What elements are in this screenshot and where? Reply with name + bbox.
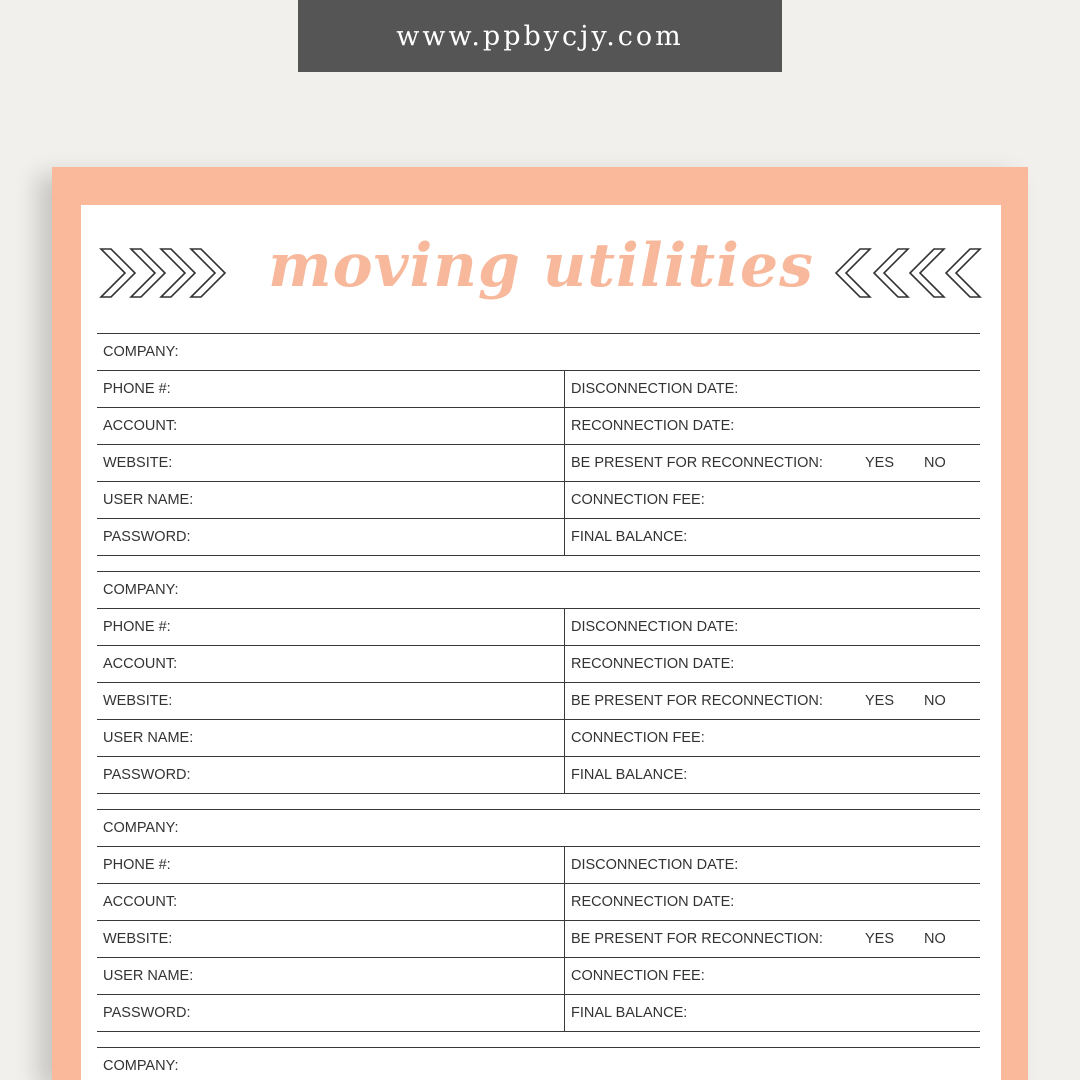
user-name-field[interactable] [97, 958, 565, 994]
be-present-field [565, 683, 980, 719]
final-balance-label: FINAL BALANCE: [571, 767, 688, 783]
final-balance-label: FINAL BALANCE: [571, 1005, 688, 1021]
account-row [97, 646, 980, 683]
user-name-row [97, 958, 980, 995]
password-label: PASSWORD: [103, 529, 191, 545]
no-option[interactable]: NO [924, 931, 946, 947]
password-label: PASSWORD: [103, 1005, 191, 1021]
utility-block-3 [97, 809, 980, 1032]
page-title: moving utilities [268, 231, 814, 301]
account-field[interactable] [97, 884, 565, 920]
account-label: ACCOUNT: [103, 656, 178, 672]
reconnection-date-label: RECONNECTION DATE: [571, 656, 735, 672]
password-field[interactable] [97, 757, 565, 793]
password-label: PASSWORD: [103, 767, 191, 783]
no-option[interactable]: NO [924, 693, 946, 709]
company-label: COMPANY: [103, 1058, 179, 1074]
disconnection-date-label: DISCONNECTION DATE: [571, 857, 739, 873]
user-name-field[interactable] [97, 482, 565, 518]
phone-row [97, 847, 980, 884]
company-row [97, 1048, 980, 1080]
be-present-label: BE PRESENT FOR RECONNECTION: [571, 455, 823, 471]
be-present-field [565, 445, 980, 481]
utility-block-4 [97, 1047, 980, 1080]
company-label: COMPANY: [103, 582, 179, 598]
connection-fee-field[interactable] [565, 482, 980, 518]
password-row [97, 995, 980, 1032]
reconnection-date-label: RECONNECTION DATE: [571, 418, 735, 434]
yes-option[interactable]: YES [865, 455, 895, 471]
connection-fee-label: CONNECTION FEE: [571, 730, 705, 746]
be-present-label: BE PRESENT FOR RECONNECTION: [571, 931, 823, 947]
company-row [97, 334, 980, 371]
disconnection-date-field[interactable] [565, 609, 980, 645]
connection-fee-label: CONNECTION FEE: [571, 968, 705, 984]
phone-row [97, 371, 980, 408]
disconnection-date-field[interactable] [565, 371, 980, 407]
chevrons-left-icon [834, 247, 984, 299]
website-field[interactable] [97, 683, 565, 719]
password-field[interactable] [97, 519, 565, 555]
website-label: WEBSITE: [103, 693, 173, 709]
user-name-label: USER NAME: [103, 730, 194, 746]
account-label: ACCOUNT: [103, 418, 178, 434]
reconnection-date-field[interactable] [565, 884, 980, 920]
chevrons-right-icon [99, 247, 229, 299]
company-label: COMPANY: [103, 820, 179, 836]
account-field[interactable] [97, 408, 565, 444]
website-field[interactable] [97, 445, 565, 481]
connection-fee-field[interactable] [565, 720, 980, 756]
reconnection-date-field[interactable] [565, 408, 980, 444]
password-row [97, 519, 980, 556]
utility-block-2 [97, 571, 980, 794]
website-label: WEBSITE: [103, 455, 173, 471]
connection-fee-label: CONNECTION FEE: [571, 492, 705, 508]
website-row [97, 445, 980, 482]
account-row [97, 408, 980, 445]
user-name-row [97, 720, 980, 757]
website-field[interactable] [97, 921, 565, 957]
final-balance-field[interactable] [565, 519, 980, 555]
user-name-label: USER NAME: [103, 492, 194, 508]
connection-fee-field[interactable] [565, 958, 980, 994]
company-row [97, 572, 980, 609]
be-present-field [565, 921, 980, 957]
final-balance-field[interactable] [565, 995, 980, 1031]
phone-label: PHONE #: [103, 619, 171, 635]
user-name-label: USER NAME: [103, 968, 194, 984]
yes-option[interactable]: YES [865, 931, 895, 947]
printable-page [81, 205, 1001, 1080]
no-option[interactable]: NO [924, 455, 946, 471]
utility-block-1 [97, 333, 980, 556]
account-label: ACCOUNT: [103, 894, 178, 910]
phone-field[interactable] [97, 609, 565, 645]
phone-label: PHONE #: [103, 857, 171, 873]
phone-field[interactable] [97, 371, 565, 407]
printable-sheet-frame [52, 167, 1028, 1080]
password-row [97, 757, 980, 794]
user-name-field[interactable] [97, 720, 565, 756]
final-balance-field[interactable] [565, 757, 980, 793]
phone-label: PHONE #: [103, 381, 171, 397]
reconnection-date-field[interactable] [565, 646, 980, 682]
company-label: COMPANY: [103, 344, 179, 360]
disconnection-date-label: DISCONNECTION DATE: [571, 381, 739, 397]
password-field[interactable] [97, 995, 565, 1031]
yes-option[interactable]: YES [865, 693, 895, 709]
website-url[interactable]: www.ppbycjy.com [396, 20, 684, 52]
reconnection-date-label: RECONNECTION DATE: [571, 894, 735, 910]
disconnection-date-field[interactable] [565, 847, 980, 883]
phone-row [97, 609, 980, 646]
phone-field[interactable] [97, 847, 565, 883]
website-banner [298, 0, 782, 72]
disconnection-date-label: DISCONNECTION DATE: [571, 619, 739, 635]
final-balance-label: FINAL BALANCE: [571, 529, 688, 545]
website-label: WEBSITE: [103, 931, 173, 947]
account-row [97, 884, 980, 921]
company-row [97, 810, 980, 847]
website-row [97, 683, 980, 720]
account-field[interactable] [97, 646, 565, 682]
user-name-row [97, 482, 980, 519]
be-present-label: BE PRESENT FOR RECONNECTION: [571, 693, 823, 709]
website-row [97, 921, 980, 958]
